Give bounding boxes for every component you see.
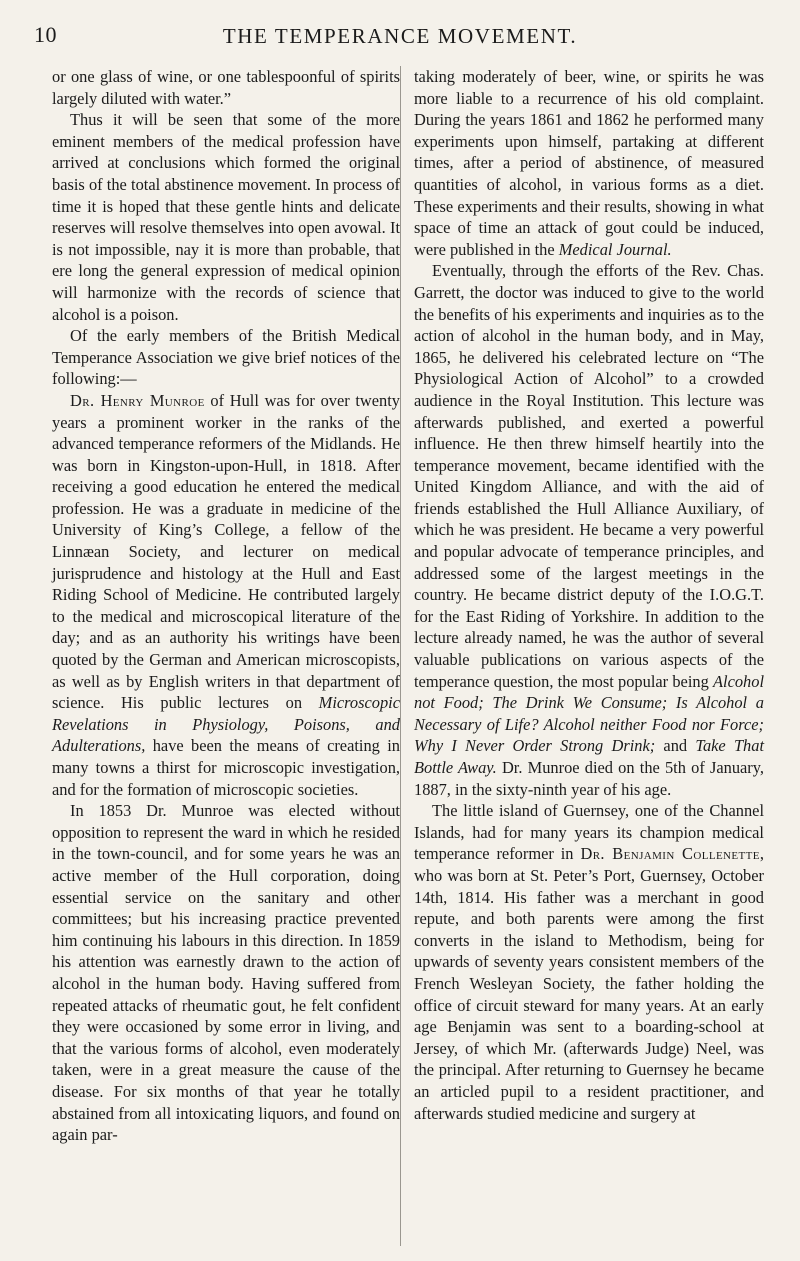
work-titles: Alcohol not Food; The Drink We Consume; Is Alcohol a Necessary of Life? Alcohol neither Food nor Force; Why I Never Order Strong Drink; <box>414 671 764 756</box>
person-name: Dr. Benjamin Collenette <box>580 844 760 864</box>
paragraph: Thus it will be seen that some of the more eminent members of the medical profession have arrived at conclusions which formed the original basis of the total abstinence movement. In process of time it is hoped that these gentle hints and delicate reserves will resolve themselves into open avowal. It is not impossible, nay it is more than probable, that ere long the general expression of medical opinion will harmonize with the records of science that alcohol is a poison. <box>52 110 400 324</box>
text-run: and <box>655 736 696 756</box>
column-divider <box>400 66 401 1246</box>
text-run: Dr. Munroe died on the 5th of January, 1887, in the sixty-ninth year of his age. <box>414 758 764 799</box>
right-column <box>414 66 764 1124</box>
running-title: THE TEMPERANCE MOVEMENT. <box>222 24 578 48</box>
text-run: taking moderately of beer, wine, or spirits he was more liable to a recurrence of his old complaint. During the years 1861 and 1862 he performed many experiments upon himself, partaking at different times, after a period of abstinence, of measured quantities of alcohol, in various forms as a diet. These experiments and their results, showing in what space of time an attack of gout could be induced, were published in the <box>414 67 764 259</box>
paragraph <box>414 260 764 800</box>
page-number: 10 <box>34 22 57 47</box>
text-run: , who was born at St. Peter’s Port, Guernsey, October 14th, 1814. His father was a merchant in good repute, and both parents were among the first converts in the island to Methodism, being for upwards of seventy years consistent members of the French Wesleyan Society, the father holding the office of circuit steward for many years. At an early age Benjamin was sent to a boarding-school at Jersey, of which Mr. (afterwards Judge) Neel, was the principal. After returning to Guernsey he became an articled pupil to a resident practitioner, and afterwards studied medicine and surgery at <box>414 844 764 1123</box>
person-name: Dr. Henry Munroe <box>70 390 205 410</box>
journal-title: Medical Journal. <box>558 239 672 259</box>
paragraph: Of the early members of the British Medical Temperance Association we give brief notices of the following:— <box>52 326 400 389</box>
paragraph <box>414 800 764 1124</box>
text-run: The little island of Guernsey, one of the Channel Islands, had for many years its champion medical temperance reformer in <box>414 801 764 864</box>
paragraph: In 1853 Dr. Munroe was elected without opposition to represent the ward in which he resided in the town-council, and for some years he was an active member of the Hull corporation, doing essential service on the sanitary and other committees; but his increasing practice prevented him continuing his labours in this direction. In 1859 his attention was earnestly drawn to the action of alcohol in the human body. Having suffered from repeated attacks of rheumatic gout, he felt confident they were occasioned by some error in living, and that the various forms of alcohol, even moderately taken, were in a great measure the cause of the disease. For six months of that year he totally abstained from all intoxicating liquors, and found on again par- <box>52 801 400 1145</box>
work-title: Take That Bottle Away. <box>414 736 764 777</box>
text-run: Eventually, through the efforts of the Rev. Chas. Garrett, the doctor was induced to give to the world the benefits of his experiments and inquiries as to the action of alcohol in the human body, and in May, 1865, he delivered his celebrated lecture on “The Physiological Action of Alcohol” to a crowded audience in the Royal Institution. This lecture was afterwards published, and exerted a powerful influence. He then threw himself heartily into the temperance movement, became identified with the United Kingdom Alliance, and with the aid of friends established the Hull Alliance Auxiliary, of which he was president. He became a very powerful and popular advocate of temperance principles, and addressed some of the largest meetings in the country. He became district deputy of the I.O.G.T. for the East Riding of Yorkshire. In addition to the lecture already named, he was the author of several valuable publications on various aspects of the temperance question, the most popular being <box>414 261 764 691</box>
paragraph <box>414 66 764 260</box>
text-run: of Hull was for over twenty years a prominent worker in the ranks of the advanced temperance reformers of the Midlands. He was born in Kingston-upon-Hull, in 1818. After receiving a good education he entered the medical profession. He was a graduate in medicine of the University of King’s College, a fellow of the Linnæan Society, and lecturer on medical jurisprudence and histology at the Hull and East Riding School of Medicine. He contributed largely to the medical and microscopical literature of the day; and as an authority his writings have been quoted by the German and American microscopists, as well as by English writers in that department of science. His public lectures on <box>52 390 400 713</box>
paragraph: or one glass of wine, or one tablespoonful of spirits largely diluted with water.” <box>52 67 400 108</box>
paragraph <box>52 390 400 800</box>
left-column <box>52 66 400 1146</box>
page-header <box>0 22 800 56</box>
text-run: have been the means of creating in many towns a thirst for microscopic investigation, and for the formation of microscopic societies. <box>52 736 400 799</box>
work-title: Microscopic Revelations in Physiology, Poisons, and Adulterations, <box>52 693 400 756</box>
